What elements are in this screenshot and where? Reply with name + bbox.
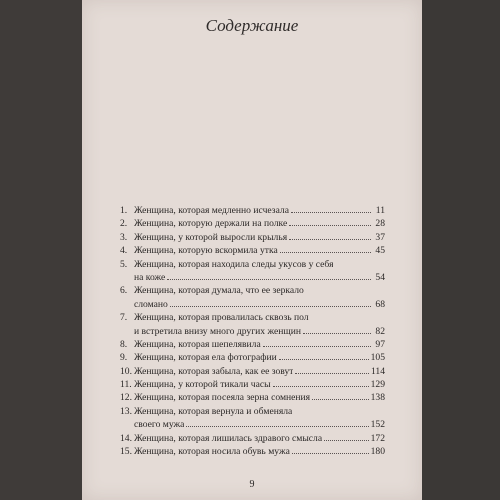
toc-leader-dots: [273, 378, 369, 387]
toc-entry-line: [120, 391, 385, 404]
toc-entry-title: Женщина, которая думала, что ее зеркало: [134, 285, 304, 297]
toc-entry: [120, 391, 385, 404]
toc-entry-number: 9.: [120, 352, 128, 364]
toc-leader-dots: [186, 418, 368, 427]
toc-leader-dots: [324, 432, 369, 441]
toc-entry: [120, 405, 385, 432]
toc-entry: [120, 365, 385, 378]
toc-entry-number: 7.: [120, 312, 128, 324]
toc-entry-title: Женщина, которая лишилась здравого смысла: [134, 432, 323, 444]
toc-entry-line: [120, 432, 385, 445]
toc-entry-page: 180: [370, 446, 385, 458]
toc-entry-line: [120, 418, 385, 431]
toc-entry: [120, 284, 385, 311]
toc-entry-page: 11: [375, 205, 385, 216]
toc-entry-page: 138: [370, 392, 385, 404]
toc-entry-number: 4.: [120, 245, 128, 257]
table-of-contents: [120, 204, 385, 458]
toc-entry-line: [120, 271, 385, 284]
background-left: [0, 0, 82, 500]
toc-entry-page: 37: [375, 231, 385, 243]
toc-entry-line: [120, 284, 385, 297]
toc-entry: [120, 217, 385, 230]
toc-entry-page: 152: [370, 419, 385, 431]
toc-entry-title: на коже: [134, 271, 166, 283]
toc-entry-number: 10.: [120, 365, 132, 377]
toc-entry-number: 3.: [120, 231, 128, 243]
toc-entry-line: [120, 204, 385, 217]
toc-entry-number: 11.: [120, 379, 132, 391]
toc-entry-page: 68: [375, 298, 385, 310]
toc-entry-number: 2.: [120, 218, 128, 230]
toc-entry-line: [120, 365, 385, 378]
toc-entry-page: 129: [370, 379, 385, 391]
toc-entry-title: своего мужа: [134, 419, 185, 431]
toc-leader-dots: [291, 204, 371, 213]
toc-entry-title: Женщина, которая провалилась сквозь пол: [134, 312, 309, 324]
toc-entry-line: [120, 445, 385, 458]
toc-entry-page: 28: [375, 218, 385, 230]
toc-entry-number: 6.: [120, 285, 128, 297]
toc-entry: [120, 311, 385, 338]
toc-entry-title: сломано: [134, 298, 168, 310]
toc-entry-title: и встретила внизу много других женщин: [134, 325, 302, 337]
toc-entry: [120, 338, 385, 351]
toc-entry-page: 172: [370, 432, 385, 444]
toc-entry-line: [120, 244, 385, 257]
toc-entry-line: [120, 258, 385, 271]
toc-entry-line: [120, 311, 385, 324]
toc-entry-title: Женщина, которую держали на полке: [134, 218, 288, 230]
toc-entry-title: Женщина, которая находила следы укусов у себя: [134, 258, 334, 270]
toc-leader-dots: [280, 244, 371, 253]
toc-entry: [120, 244, 385, 257]
toc-entry: [120, 204, 385, 217]
toc-leader-dots: [263, 338, 371, 347]
toc-entry: [120, 231, 385, 244]
toc-entry-page: 45: [375, 245, 385, 257]
toc-entry-number: 8.: [120, 338, 128, 350]
toc-entry-title: Женщина, которая вернула и обменяла: [134, 405, 293, 417]
toc-entry-title: Женщина, которая шепелявила: [134, 338, 261, 350]
toc-entry-title: Женщина, у которой тикали часы: [134, 379, 271, 391]
toc-entry-line: [120, 231, 385, 244]
page-title: Содержание: [205, 16, 299, 35]
toc-leader-dots: [312, 391, 369, 400]
toc-entry-title: Женщина, которая носила обувь мужа: [134, 446, 290, 458]
toc-entry-line: [120, 338, 385, 351]
book-page: [82, 0, 422, 500]
toc-entry: [120, 378, 385, 391]
background-right: [422, 0, 500, 500]
toc-entry: [120, 258, 385, 285]
toc-entry-page: 114: [370, 365, 385, 377]
toc-entry-line: [120, 351, 385, 364]
toc-entry-line: [120, 405, 385, 418]
toc-entry: [120, 432, 385, 445]
page-number: 9: [249, 479, 255, 490]
toc-leader-dots: [292, 445, 369, 454]
toc-entry-title: Женщина, которая ела фотографии: [134, 352, 277, 364]
toc-entry-line: [120, 217, 385, 230]
toc-entry-title: Женщина, которую вскормила утка: [134, 245, 278, 257]
toc-entry-line: [120, 325, 385, 338]
toc-entry-line: [120, 378, 385, 391]
toc-entry: [120, 445, 385, 458]
toc-entry-line: [120, 298, 385, 311]
toc-entry-number: 5.: [120, 258, 128, 270]
toc-entry-title: Женщина, которая посеяла зерна сомнения: [134, 392, 311, 404]
toc-leader-dots: [303, 325, 371, 334]
toc-entry: [120, 351, 385, 364]
toc-entry-number: 13.: [120, 405, 132, 417]
toc-entry-number: 15.: [120, 446, 132, 458]
toc-entry-title: Женщина, которая забыла, как ее зовут: [134, 365, 294, 377]
toc-leader-dots: [289, 217, 371, 226]
toc-leader-dots: [279, 351, 369, 360]
toc-entry-title: Женщина, которая медленно исчезала: [134, 205, 289, 216]
toc-leader-dots: [295, 365, 368, 374]
toc-entry-number: 1.: [120, 205, 128, 216]
toc-entry-number: 14.: [120, 432, 132, 444]
toc-entry-page: 97: [375, 338, 385, 350]
toc-entry-number: 12.: [120, 392, 132, 404]
toc-entry-title: Женщина, у которой выросли крылья: [134, 231, 288, 243]
toc-entry-page: 54: [375, 271, 385, 283]
toc-entry-page: 105: [370, 352, 385, 364]
toc-leader-dots: [170, 298, 371, 307]
toc-leader-dots: [167, 271, 371, 280]
toc-leader-dots: [289, 231, 371, 240]
toc-entry-page: 82: [375, 325, 385, 337]
